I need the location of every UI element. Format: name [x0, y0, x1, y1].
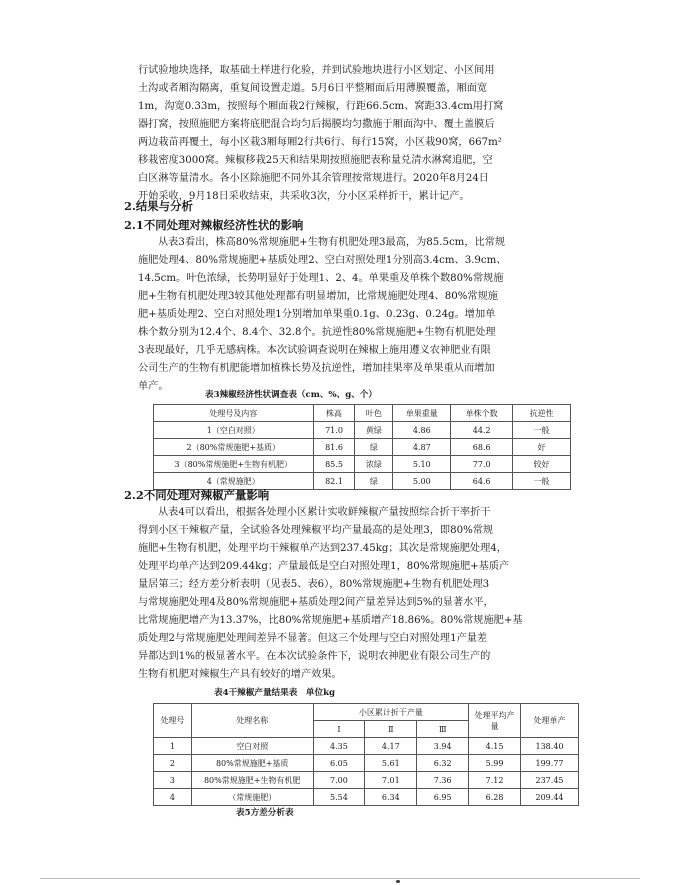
table-3	[153, 404, 571, 490]
table-cell: 好	[513, 439, 571, 456]
table-cell: 一般	[513, 422, 571, 439]
table-row	[154, 439, 571, 456]
table-cell: 44.2	[451, 422, 513, 439]
table-header: 单果重量	[393, 405, 451, 422]
table-cell: 6.95	[417, 789, 469, 806]
section-heading-2-1: 2.1不同处理对辣椒经济性状的影响	[124, 218, 304, 232]
text-line: 从表4可以看出，根据各处理小区累计实收鲜辣椒产量按照综合折干率折干	[158, 507, 491, 518]
text-line: 开始采收，9月18日采收结束，共采收3次，分小区采样折干，累计记产。	[138, 191, 470, 202]
text-line: 与常规施肥处理4及80%常规施肥+基质处理2间产量差异达到5%的显著水平，	[138, 597, 494, 608]
table-cell: 237.45	[521, 772, 579, 789]
text-line: 量居第三；经方差分析表明（见表5、表6），80%常规施肥+生物有机肥处理3	[138, 579, 490, 590]
table-cell: 3.94	[417, 738, 469, 755]
table-cell: 80%常规施肥+生物有机肥	[191, 772, 313, 789]
table-cell: 较好	[513, 456, 571, 473]
table-row	[154, 456, 571, 473]
table-cell: 7.01	[365, 772, 417, 789]
table-cell: 7.12	[469, 772, 521, 789]
table-cell: 1	[154, 738, 192, 755]
table-cell: 81.6	[313, 439, 355, 456]
table-cell: 6.05	[313, 755, 365, 772]
table-cell: 空白对照	[191, 738, 313, 755]
table-header: 处理名称	[191, 704, 313, 738]
text-line: 株个数分别为12.4个、8.4个、32.8个。抗逆性80%常规施肥+生物有机肥处理	[138, 327, 496, 338]
section-heading-results: 2.结果与分析	[124, 199, 193, 213]
table-cell: 绿	[355, 473, 393, 490]
text-line: 比常规施肥增产为13.37%，比80%常规施肥+基质增产18.86%。80%常规施肥+基	[138, 615, 523, 626]
table-cell: 4	[154, 789, 192, 806]
paragraph-yield	[138, 504, 596, 684]
table-cell: 1（空白对照）	[154, 422, 314, 439]
text-line: 质处理2与常规施肥处理间差异不显著。但这三个处理与空白对照处理1产量差	[138, 633, 488, 644]
table-4-caption: 表4干辣椒产量结果表 单位kg	[214, 688, 336, 698]
table-cell: 138.40	[521, 738, 579, 755]
text-line: 器打窝，按照施肥方案将底肥混合均匀后揭膜均匀撒施于厢面沟中、覆土盖膜后	[138, 119, 495, 130]
text-line: 移栽密度3000窝。辣椒移栽25天和结果期按照施肥表称量兑清水淋窝追肥，空	[138, 155, 493, 166]
text-line: 行试验地块选择，取基础土样进行化验，并到试验地块进行小区划定、小区间用	[138, 65, 495, 76]
table-cell: 6.32	[417, 755, 469, 772]
table-cell: 4.86	[393, 422, 451, 439]
text-line: 白区淋等量清水。各小区除施肥不同外其余管理按常规进行。2020年8月24日	[138, 173, 489, 184]
text-line: 单产。	[138, 381, 169, 392]
table-header: 株高	[313, 405, 355, 422]
table-cell: 2	[154, 755, 192, 772]
text-line: 异都达到1%的极显著水平。在本次试验条件下，说明农神肥业有限公司生产的	[138, 651, 491, 662]
table-4	[153, 703, 579, 806]
table-header: 叶色	[355, 405, 393, 422]
table-cell: 6.28	[469, 789, 521, 806]
table-header: Ⅱ	[365, 721, 417, 738]
table-cell: 82.1	[313, 473, 355, 490]
text-line: 14.5cm。叶色浓绿，长势明显好于处理1、2、4。单果重及单株个数80%常规施	[138, 273, 504, 284]
table-cell: 209.44	[521, 789, 579, 806]
table-cell: 4（常规施肥）	[154, 473, 314, 490]
table-cell: 7.00	[313, 772, 365, 789]
table-cell: 4.35	[313, 738, 365, 755]
table-cell: 一般	[513, 473, 571, 490]
table-cell: 4.87	[393, 439, 451, 456]
table-header: 单株个数	[451, 405, 513, 422]
table-cell: 85.5	[313, 456, 355, 473]
table-row	[154, 738, 579, 755]
table-cell: 7.36	[417, 772, 469, 789]
table-5-caption: 表5方差分析表	[236, 808, 294, 818]
table-cell: 浓绿	[355, 456, 393, 473]
text-line: 处理平均单产达到209.44kg；产量最低是空白对照处理1，80%常规施肥+基质产	[138, 561, 510, 572]
page-bottom-divider	[40, 878, 640, 879]
table-cell: 77.0	[451, 456, 513, 473]
table-header: 处理单产	[521, 704, 579, 738]
text-line: 土沟或者厢沟隔离，重复间设置走道。5月6日平整厢面后用薄膜覆盖，厢面宽	[138, 83, 488, 94]
table-header-row	[154, 405, 571, 422]
table-cell: 71.0	[313, 422, 355, 439]
table-cell: 5.10	[393, 456, 451, 473]
paragraph-economic-traits	[138, 234, 596, 396]
table-cell: 黄绿	[355, 422, 393, 439]
table-row	[154, 755, 579, 772]
text-line: 得到小区干辣椒产量，全试验各处理辣椒平均产量最高的是处理3，即80%常规	[138, 525, 494, 536]
table-cell: 4.15	[469, 738, 521, 755]
table-row	[154, 772, 579, 789]
table-row	[154, 789, 579, 806]
text-line: 施肥处理4、80%常规施肥+基质处理2、空白对照处理1分别高3.4cm、3.9cm、	[138, 255, 507, 266]
table-cell: 80%常规施肥+基质	[191, 755, 313, 772]
table-3-caption: 表3辣椒经济性状调查表（cm、%、g、个）	[205, 390, 377, 400]
text-line: 施肥+生物有机肥，处理平均干辣椒单产达到237.45kg；其次是常规施肥处理4，	[138, 543, 507, 554]
text-line: 3表现最好，几乎无感病株。本次试验调查说明在辣椒上施用遵义农神肥业有限	[138, 345, 491, 356]
table-header: 处理号	[154, 704, 192, 738]
table-cell: 3（80%常规施肥+生物有机肥）	[154, 456, 314, 473]
table-header: 小区累计折干产量	[313, 704, 469, 721]
table-cell: 199.77	[521, 755, 579, 772]
section-heading-2-2: 2.2不同处理对辣椒产量影响	[124, 488, 270, 502]
table-header-row	[154, 704, 579, 721]
text-line: 两边栽苗再覆土，每小区栽3厢每厢2行共6行、每行15窝，小区栽90窝，667m²	[138, 137, 502, 148]
text-line: 从表3看出，株高80%常规施肥+生物有机肥处理3最高，为85.5cm，比常规	[158, 237, 506, 248]
text-line: 肥+生物有机肥处理3较其他处理都有明显增加，比常规施肥处理4、80%常规施	[138, 291, 498, 302]
page-mark	[396, 880, 400, 883]
table-header: Ⅲ	[417, 721, 469, 738]
table-cell: 6.34	[365, 789, 417, 806]
table-cell: 64.6	[451, 473, 513, 490]
table-cell: 5.00	[393, 473, 451, 490]
table-header: 抗逆性	[513, 405, 571, 422]
table-cell: （常规施肥）	[191, 789, 313, 806]
table-cell: 5.99	[469, 755, 521, 772]
table-cell: 4.17	[365, 738, 417, 755]
table-cell: 2（80%常规施肥+基质）	[154, 439, 314, 456]
table-header: 处理号及内容	[154, 405, 314, 422]
table-cell: 3	[154, 772, 192, 789]
text-line: 1m，沟宽0.33m，按照每个厢面栽2行辣椒，行距66.5cm、窝距33.4cm用打窝	[138, 101, 504, 112]
table-header: Ⅰ	[313, 721, 365, 738]
paragraph-methods	[138, 62, 596, 206]
table-cell: 5.54	[313, 789, 365, 806]
table-cell: 5.61	[365, 755, 417, 772]
text-line: 肥+基质处理2、空白对照处理1分别增加单果重0.1g、0.23g、0.24g。增加单	[138, 309, 496, 320]
table-cell: 68.6	[451, 439, 513, 456]
text-line: 生物有机肥对辣椒生产具有较好的增产效果。	[138, 669, 342, 680]
table-cell: 绿	[355, 439, 393, 456]
table-row	[154, 422, 571, 439]
text-line: 公司生产的生物有机肥能增加植株长势及抗逆性，增加挂果率及单果重从而增加	[138, 363, 495, 374]
table-header: 处理平均产量	[469, 704, 521, 738]
